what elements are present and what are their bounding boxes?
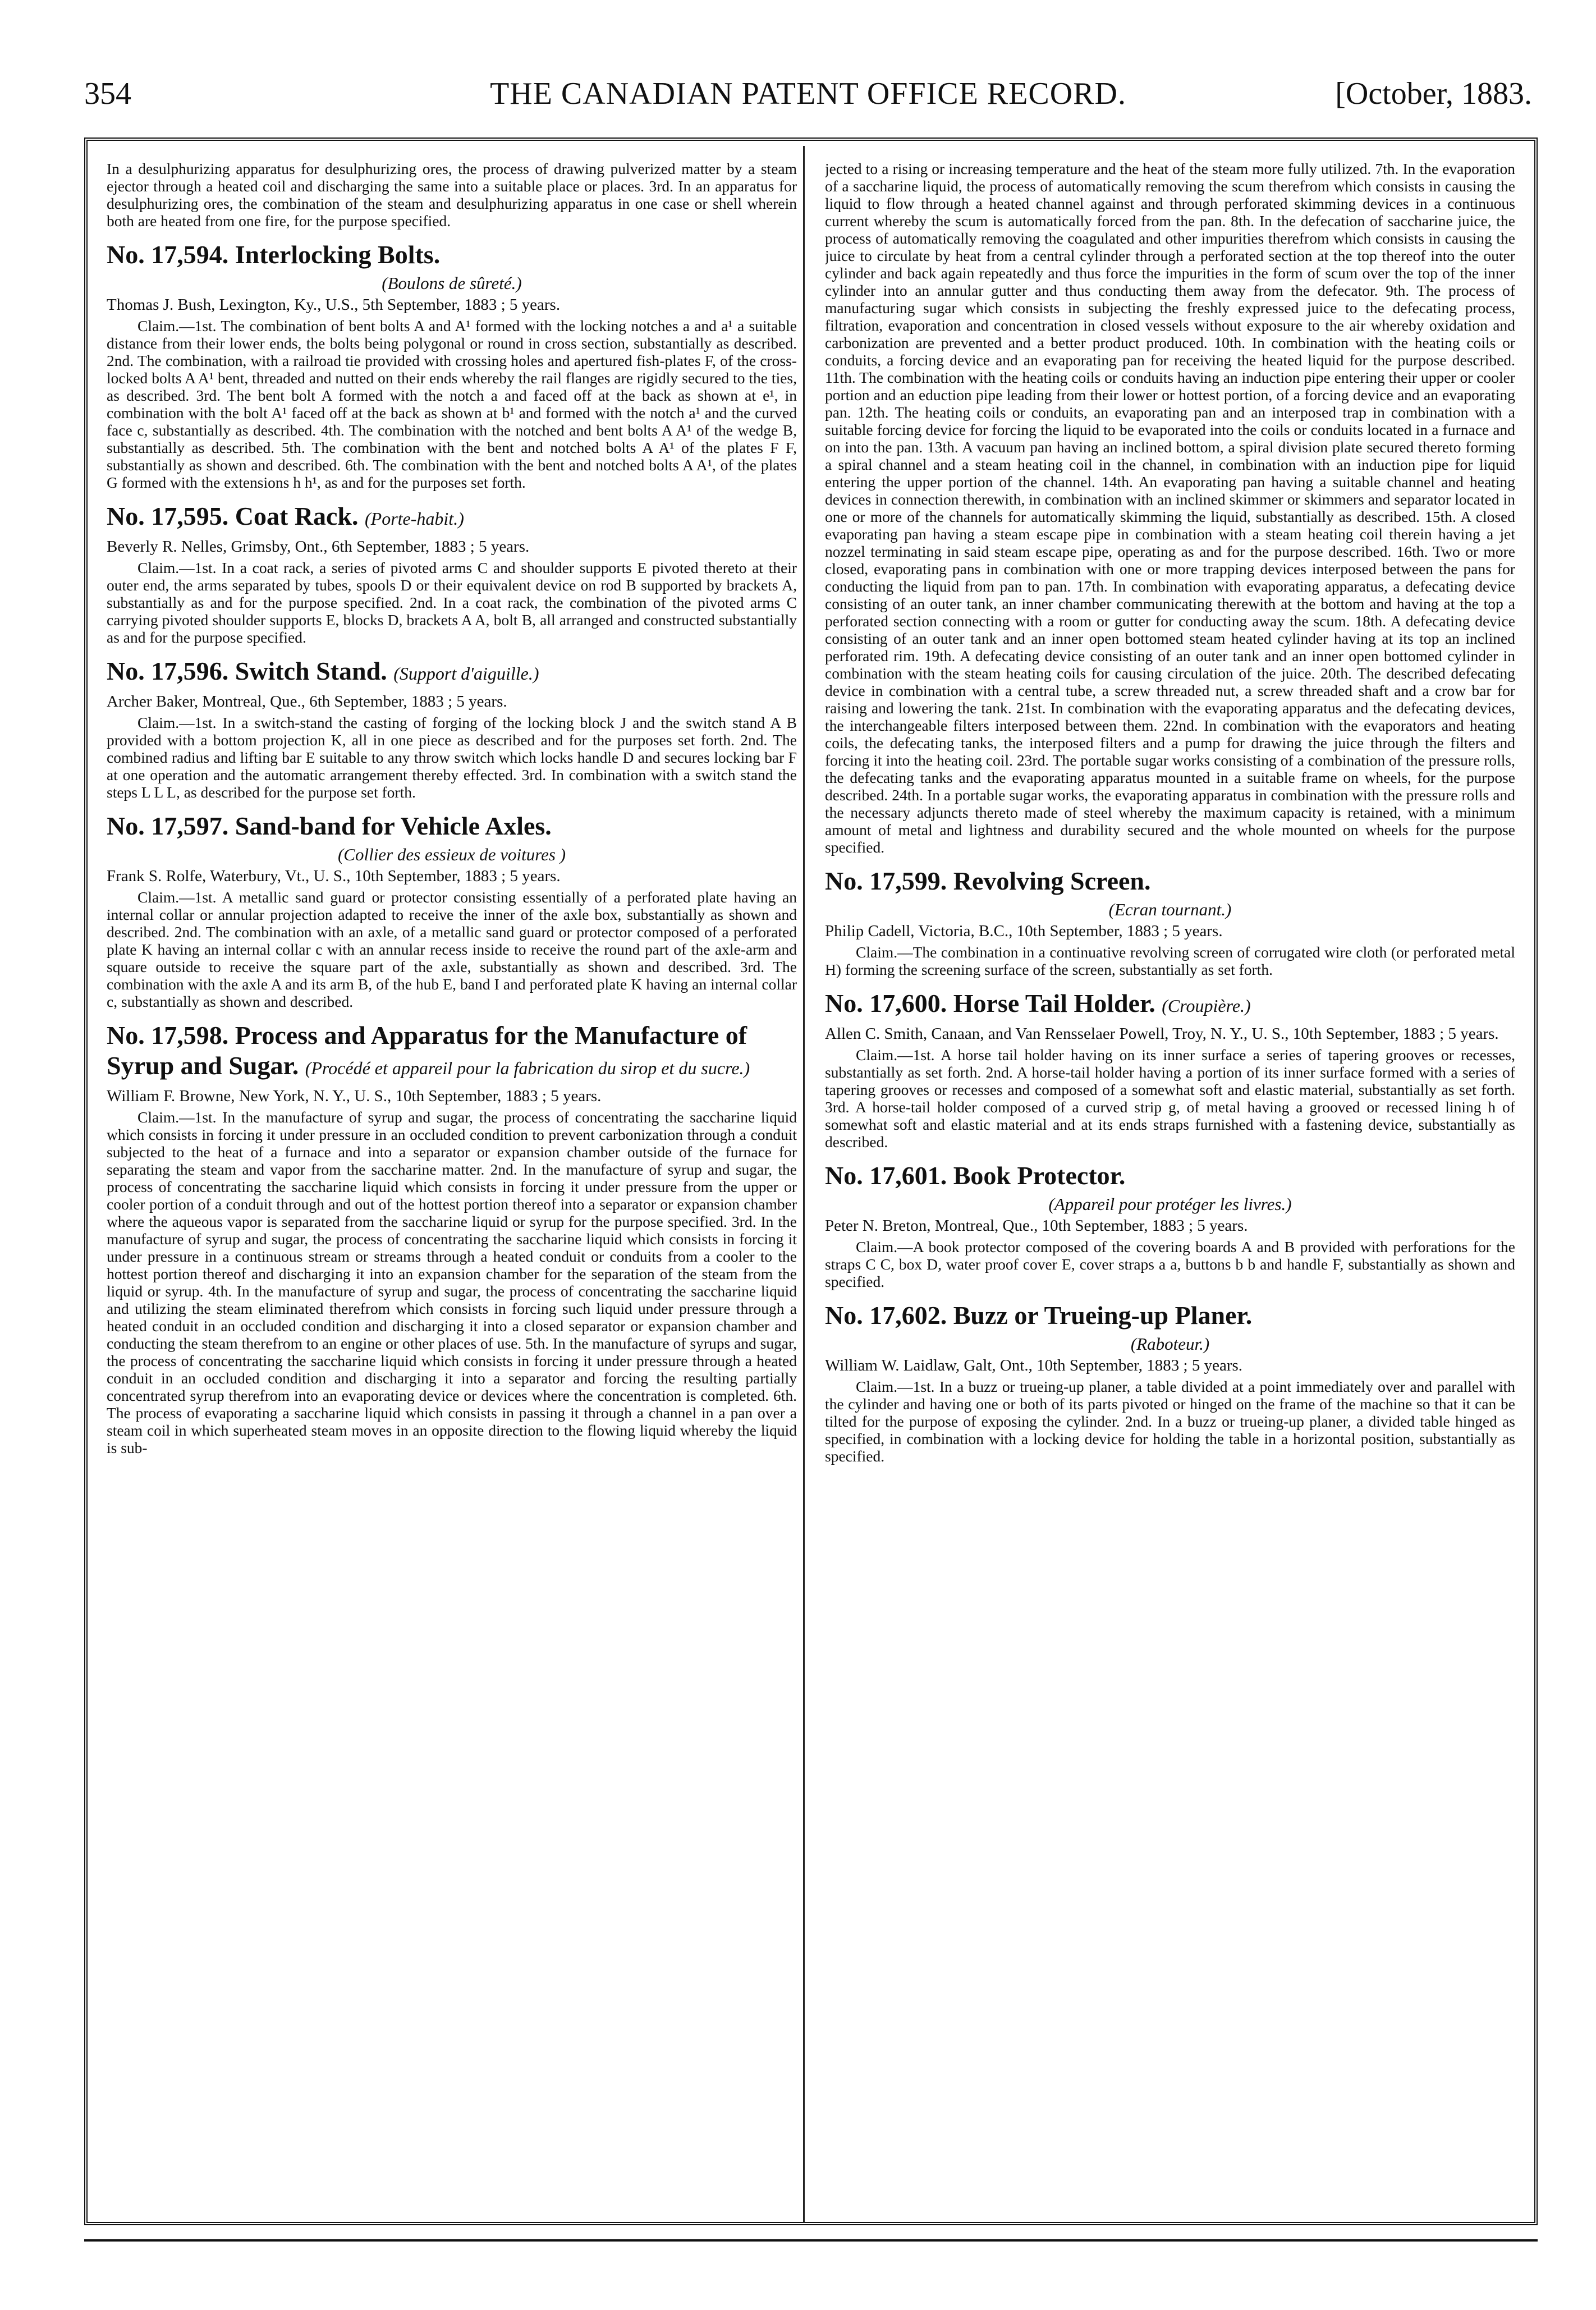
patent-number: No. 17,599.	[825, 867, 947, 895]
claim-text: Claim.—The combination in a continuative revolving screen of corrugated wire cloth (or perforated metal H) forming the screening surface of the screen, substantially as set forth.	[825, 943, 1515, 978]
page-number: 354	[84, 76, 131, 111]
claim-text: Claim.—1st. The combination of bent bolts A and A¹ formed with the locking notches a and a¹ a suitable distance from their lower ends, the bolts being polygonal or round in cross section, substantially as described. 2nd. The combination, with a railroad tie provided with crossing holes and apertured fish-plates F, of the cross-locked bolts A A¹ bent, threaded and nutted on their ends whereby the rail flanges are rigidly secured to the ties, as described. 3rd. The bent bolt A formed with the notch a and faced off at the back as shown at e¹, in combination with the bolt A¹ faced off at the back as shown at b¹ and formed with the notch a¹ and the curved face c, substantially as described. 4th. The combination with the notched and bent bolts A A¹ of the wedge B, substantially as described. 5th. The combination with the bent and notched bolts A A¹ of the plates F F, substantially as shown and described. 6th. The combination with the bent and notched bolts A A¹, of the plates G formed with the extensions h h¹, as and for the purposes set forth.	[107, 317, 797, 491]
patent-title: Switch Stand.	[235, 657, 387, 685]
patent-number: No. 17,594.	[107, 240, 229, 269]
french-title: (Collier des essieux de voitures )	[337, 845, 566, 864]
french-title: (Croupière.)	[1162, 996, 1251, 1016]
patent-title: Revolving Screen.	[953, 867, 1151, 895]
column-divider	[803, 146, 805, 2222]
french-title: (Porte-habit.)	[365, 508, 464, 529]
inventor-line: William W. Laidlaw, Galt, Ont., 10th September, 1883 ; 5 years.	[825, 1356, 1243, 1374]
french-title: (Ecran tournant.)	[1108, 900, 1232, 919]
entry-heading	[825, 866, 1515, 896]
french-title: (Support d'aiguille.)	[393, 663, 539, 684]
patent-entry	[107, 501, 797, 646]
patent-number: No. 17,602.	[825, 1301, 947, 1330]
claim-text: Claim.—1st. A metallic sand guard or protector consisting essentially of a perforated plate having an internal collar or annular projection adapted to receive the inner of the axle box, substantially as shown and described. 2nd. The combination with an axle, of a metallic sand guard or protector composed of a perforated plate K having an internal collar c with an annular recess inside to receive the round part of the axle-arm and square outside to receive the square part of the axle, substantially as shown and described. 3rd. The combination with the axle A and its arm B, of the hub E, band I and perforated plate K having an internal collar c, substantially as shown and described.	[107, 888, 797, 1010]
patent-entry	[825, 988, 1515, 1151]
inventor-line: Frank S. Rolfe, Waterbury, Vt., U. S., 10th September, 1883 ; 5 years.	[107, 867, 561, 885]
patent-title: Horse Tail Holder.	[953, 989, 1155, 1017]
patent-number: No. 17,601.	[825, 1161, 947, 1190]
inventor-line: Allen C. Smith, Canaan, and Van Rensselaer Powell, Troy, N. Y., U. S., 10th September, 1883 ; 5 years.	[825, 1025, 1499, 1043]
claim-text: Claim.—1st. In a coat rack, a series of pivoted arms C and shoulder supports E pivoted thereto at their outer end, the arms separated by tubes, spools D or their equivalent device on rod B supported by brackets A, substantially as and for the purpose specified. 2nd. In a coat rack, the combination of the pivoted arms C carrying pivoted shoulder supports E, blocks D, brackets A A, bolt B, all arranged and constructed substantially as and for the purpose specified.	[107, 559, 797, 646]
patent-title: Sand-band for Vehicle Axles.	[235, 812, 552, 840]
inventor-line: Peter N. Breton, Montreal, Que., 10th September, 1883 ; 5 years.	[825, 1217, 1248, 1235]
inventor-line: Thomas J. Bush, Lexington, Ky., U.S., 5th September, 1883 ; 5 years.	[107, 296, 561, 314]
patent-entry	[107, 811, 797, 1010]
patent-title: Coat Rack.	[235, 502, 359, 530]
intro-paragraph: In a desulphurizing apparatus for desulphurizing ores, the process of drawing pulverized matter by a steam ejector through a heated coil and discharging the same into a suitable place or places. 3rd. In an apparatus for desulphurizing ores, the combination of the steam and desulphurizing apparatus in one case or shell wherein both are heated from one fire, for the purpose specified.	[107, 160, 797, 230]
issue-date: [October, 1883.	[1335, 76, 1532, 111]
claim-text: Claim.—A book protector composed of the covering boards A and B provided with perforations for the straps C C, box D, water proof cover E, cover straps a a, buttons b b and handle F, substantially as shown and specified.	[825, 1238, 1515, 1290]
inventor-line: Archer Baker, Montreal, Que., 6th September, 1883 ; 5 years.	[107, 693, 507, 711]
right-column	[825, 160, 1515, 2214]
patent-title: Process and Apparatus for the Manufacture of Syrup and Sugar.	[107, 1021, 747, 1080]
patent-number: No. 17,597.	[107, 812, 229, 840]
patent-number: No. 17,600.	[825, 989, 947, 1017]
claim-text: Claim.—1st. In a switch-stand the casting of forging of the locking block J and the switch stand A B provided with a bottom projection K, all in one piece as described and for the purposes set forth. 2nd. The combined radius and lifting bar E suitable to any throw switch which locks handle D and secures locking bar F at one operation and the automatic arrangement thereby effected. 3rd. In combination with a switch stand the steps L L L, as described for the purpose set forth.	[107, 714, 797, 801]
page-header	[84, 53, 1532, 121]
patent-number: No. 17,596.	[107, 657, 229, 685]
patent-entry	[825, 1161, 1515, 1290]
french-title: (Raboteur.)	[1130, 1334, 1210, 1354]
patent-entry	[825, 866, 1515, 978]
journal-title: THE CANADIAN PATENT OFFICE RECORD.	[490, 76, 1126, 111]
inventor-line: Beverly R. Nelles, Grimsby, Ont., 6th September, 1883 ; 5 years.	[107, 538, 530, 556]
patent-entry	[107, 1020, 797, 1456]
entry-heading	[825, 1300, 1515, 1331]
french-title: (Appareil pour protéger les livres.)	[1048, 1194, 1292, 1214]
french-title: (Procédé et appareil pour la fabrication du sirop et du sucre.)	[305, 1058, 750, 1078]
entry-heading	[107, 240, 797, 270]
inventor-line: William F. Browne, New York, N. Y., U. S., 10th September, 1883 ; 5 years.	[107, 1087, 602, 1105]
inventor-line: Philip Cadell, Victoria, B.C., 10th September, 1883 ; 5 years.	[825, 922, 1223, 940]
entry-heading	[825, 1161, 1515, 1191]
patent-entry	[825, 1300, 1515, 1465]
entry-heading	[107, 811, 797, 841]
entry-heading	[107, 501, 797, 534]
entry-heading	[825, 988, 1515, 1021]
french-title: (Boulons de sûreté.)	[382, 273, 522, 293]
claim-text: Claim.—1st. In the manufacture of syrup and sugar, the process of concentrating the saccharine liquid which consists in forcing it under pressure in an occluded condition to prevent carbonization through a conduit subjected to the heat of a furnace and into a separator or expansion chamber outside of the furnace for separating the steam and vapor from the saccharine matter. 2nd. In the manufacture of syrup and sugar, the process of concentrating the saccharine liquid which consists in forcing it under pressure from the upper or cooler portion of a conduit through and out of the hottest portion thereof into a separator or expansion chamber where the aqueous vapor is separated from the saccharine liquid or syrup for the purpose specified. 3rd. In the manufacture of syrup and sugar, the process of concentrating the saccharine liquid which consists in forcing it under pressure in a continuous stream or streams through a heated conduit or conduits from a cooler to the hottest portion thereof and discharging it into an expansion chamber for the separation of the steam from the liquid or syrup. 4th. In the manufacture of syrup and sugar, the process of concentrating the saccharine liquid and utilizing the steam eliminated therefrom which consists in forcing such liquid under pressure through a heated conduit in an occluded condition and discharging it into a closed separator or expansion chamber and conducting the steam therefrom to an engine or other places of use. 5th. In the manufacture of syrups and sugar, the process of concentrating the saccharine liquid which consists in forcing it under pressure through a heated conduit in an occluded condition and discharging it into a separator and forcing the resulting partially concentrated syrup therefrom into an evaporating device or devices where the concentration is completed. 6th. The process of evaporating a saccharine liquid which consists in passing it through a channel in a pan over a steam coil in which superheated steam moves in an opposite direction to the flowing liquid whereby the liquid is sub-	[107, 1108, 797, 1456]
patent-entry	[107, 656, 797, 801]
entry-heading	[107, 656, 797, 689]
continuation-paragraph: jected to a rising or increasing temperature and the heat of the steam more fully utilized. 7th. In the evaporation of a saccharine liquid, the process of automatically removing the scum therefrom which consists in causing the liquid to flow through a heated channel against and through perforated skimming devices in a continuous current whereby the scum is automatically forced from the pan. 8th. In the defecation of saccharine juice, the process of automatically removing the coagulated and other impurities therefrom which consists in causing the juice to circulate by heat from a central cylinder through a perforated section at the top thereof into the outer cylinder and back again repeatedly and thus force the impurities in the form of scum over the top of the inner cylinder into an annular gutter and thus conducting them away from the defecator. 9th. The process of manufacturing sugar which consists in subjecting the freshly expressed juice to the defecating process, filtration, evaporation and concentration in closed vessels without exposure to the air whereby oxidation and carbonization are prevented and a better product produced. 10th. In combination with the heating coils or conduits, a forcing device and an evaporating pan for receiving the heated liquid for the purpose described. 11th. The combination with the heating coils or conduits having an induction pipe entering their upper or cooler portion and an eduction pipe leading from their lower or hottest portion, of a forcing device and an evaporating pan. 12th. The heating coils or conduits, an evaporating pan and an interposed trap in combination with a suitable forcing device for forcing the liquid to be evaporated into the coils or conduits located in a furnace and on into the pan. 13th. A vacuum pan having an inclined bottom, a spiral division plate secured thereto forming a spiral channel and a steam heating coil in the channel, in combination with an induction pipe for liquid entering the upper portion of the channel. 14th. An evaporating pan having a suitable channel and heating devices in connection therewith, in combination with an inclined skimmer or skimmers and separator located in one or more of the channels for automatically skimming the liquid, substantially as described. 15th. A closed evaporating pan having a steam escape pipe in combination with a steam heating coil therein having a jet nozzel terminating in said steam escape pipe, operating as and for the purpose described. 16th. Two or more closed, evaporating pans in combination with one or more trapping devices interposed between the pans for conducting the liquid from pan to pan. 17th. In combination with evaporating apparatus, a defecating device consisting of an outer tank, an inner chamber communicating therewith at the bottom and having at the top a perforated section connecting with a room or gutter for conducting away the scum. 18th. A defecating device consisting of an outer tank and an inner open bottomed steam heated cylinder having at its top an inclined perforated rim. 19th. A defecating device consisting of an outer tank and an inner open bottomed cylinder in combination with the steam heating coils for causing circulation of the juice. 20th. The described defecating device in combination with a central tube, a screw threaded nut, a screw threaded shaft and a crow bar for raising and lowering the tank. 21st. In combination with the evaporating apparatus and the defecating devices, the interchangeable filters interposed between them. 22nd. In combination with the evaporators and heating coils, the defecating tanks, the interposed filters and a pump for drawing the juice through the filters and forcing it into the heating coil. 23rd. The portable sugar works consisting of a combination of the pressure rolls, the defecating tanks and the evaporating apparatus mounted in a suitable frame on wheels, for the purpose described. 24th. In a portable sugar works, the evaporating apparatus in combination with the pressure rolls and the necessary adjuncts thereto made of steel whereby the maximum capacity is retained, with a minimum amount of metal and lightness and durability secured and the whole mounted on wheels for the purpose specified.	[825, 160, 1515, 856]
left-column	[107, 160, 797, 2214]
claim-text: Claim.—1st. A horse tail holder having on its inner surface a series of tapering grooves or recesses, substantially as set forth. 2nd. A horse-tail holder having a portion of its inner surface formed with a series of tapering grooves or recesses and composed of a somewhat soft and elastic material, substantially as set forth. 3rd. A horse-tail holder composed of a curved strip g, of metal having a grooved or recessed lining h of somewhat soft and elastic material and at its ends straps furnished with a fastening device, substantially as described.	[825, 1046, 1515, 1151]
patent-number: No. 17,598.	[107, 1021, 229, 1049]
claim-text: Claim.—1st. In a buzz or trueing-up planer, a table divided at a point immediately over and parallel with the cylinder and having one or both of its parts pivoted or hinged on the frame of the machine so that it can be tilted for the purpose of exposing the cylinder. 2nd. In a buzz or trueing-up planer, a divided table hinged as specified, in combination with a locking device for holding the table in a horizontal position, substantially as specified.	[825, 1378, 1515, 1465]
patent-entry	[107, 240, 797, 491]
entry-heading	[107, 1020, 797, 1083]
patent-title: Buzz or Trueing-up Planer.	[953, 1301, 1253, 1330]
patent-title: Interlocking Bolts.	[235, 240, 441, 269]
patent-number: No. 17,595.	[107, 502, 229, 530]
patent-title: Book Protector.	[953, 1161, 1126, 1190]
bottom-rule	[84, 2239, 1538, 2242]
